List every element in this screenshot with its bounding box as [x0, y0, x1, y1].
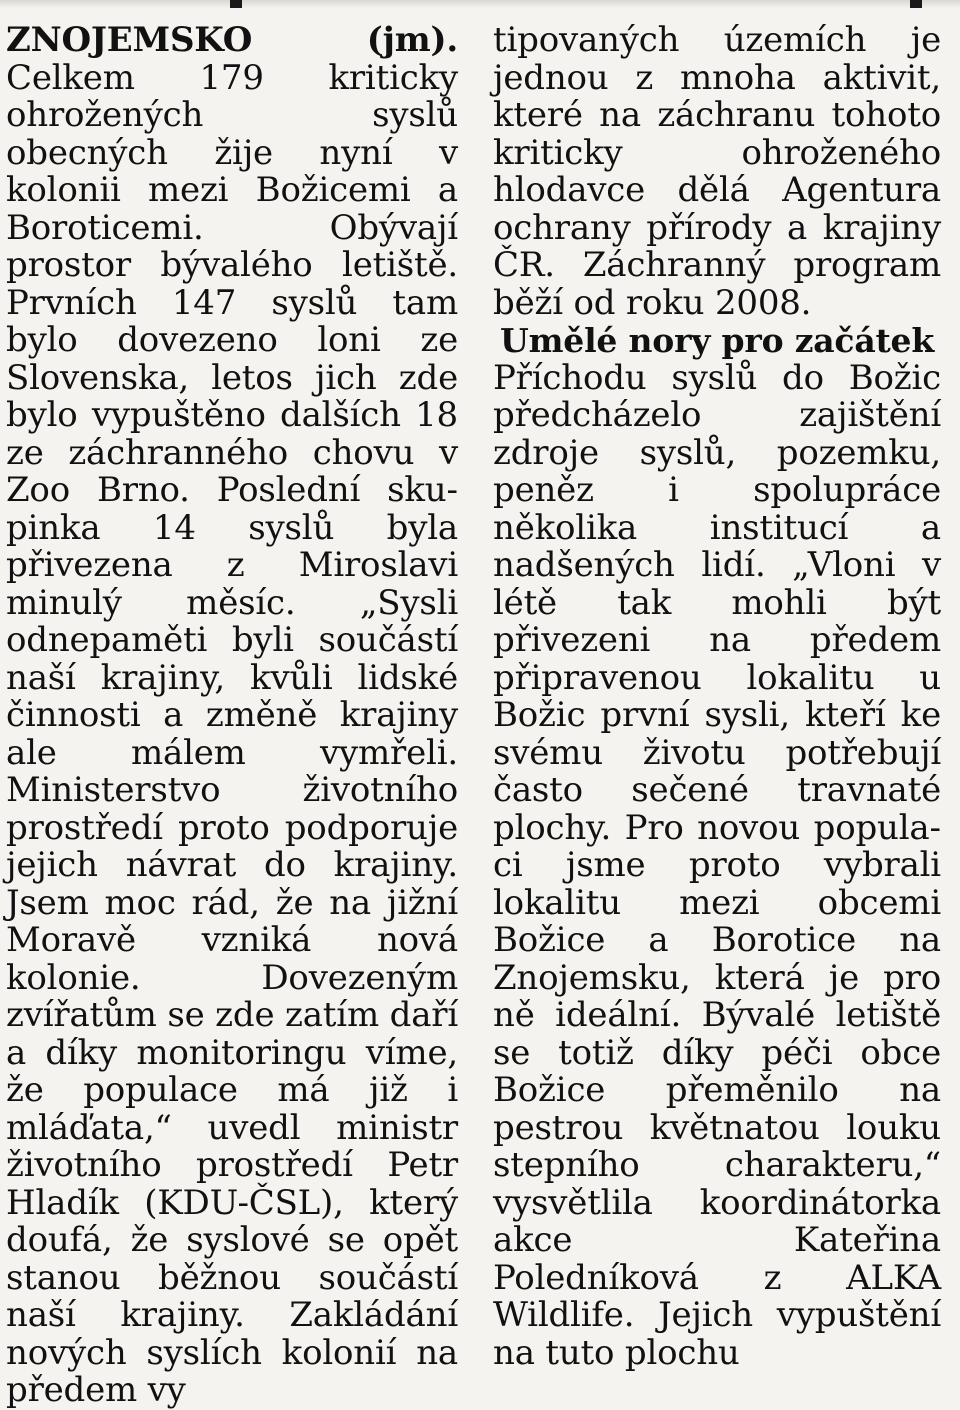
- subheading: Umělé nory pro začátek: [493, 322, 941, 360]
- top-mark-right: [910, 0, 922, 8]
- top-rule: [0, 0, 960, 8]
- right-column-text-2: Příchodu syslů do Božic předcházelo zajištění zdroje syslů, pozemku, peněz i spolupráce několika institucí a nadšených lidí. „Vloni v létě tak mohli být přivezeni na předem připravenou lokalitu u Božic první sysli, kteří ke svému životu potřebují často sečené travnaté plochy. Pro novou populaci jsme proto vybrali lokalitu mezi obcemi Božice a Borotice na Znojemsku, která je pro ně ideální. Bývalé letiště se totiž díky péči obce Božice přeměnilo na pestrou květnatou louku stepního charakteru,“ vysvětlila koordinátorka akce Kateřina Poledníková z ALKA Wildlife. Jejich vypuštění na tuto plochu: [493, 360, 941, 1373]
- top-mark-left: [230, 0, 242, 8]
- left-column-text: Celkem 179 kriticky ohrožených syslů obecných žije nyní v kolonii mezi Božicemi a Boroticemi. Obývají prostor bývalého letiště. Prvních 147 syslů tam bylo dovezeno loni ze Slovenska, letos jich zde bylo vypuštěno dalších 18 ze záchranného chovu v Zoo Brno. Poslední skupinka 14 syslů byla přivezena z Miroslavi minulý měsíc. „Sysli odnepaměti byli součástí naší krajiny, kvůli lidské činnosti a změně krajiny ale málem vymřeli. Ministerstvo životního prostředí proto podporuje jejich návrat do krajiny. Jsem moc rád, že na jižní Moravě vzniká nová kolonie. Dovezeným zvířatům se zde zatím daří a díky monitoringu víme, že populace má již i mláďata,“ uvedl ministr životního prostředí Petr Hladík (KDU-ČSL), který doufá, že syslové se opět stanou běžnou součástí naší krajiny. Zakládání nových syslích kolonií na předem vy: [6, 58, 458, 1410]
- dateline: ZNOJEMSKO (jm).: [6, 20, 458, 60]
- article-column-left: [6, 22, 458, 1410]
- article-column-right: [493, 22, 941, 1372]
- right-column-text-1: tipovaných územích je jednou z mnoha aktivit, které na záchranu tohoto kriticky ohroženého hlodavce dělá Agentura ochrany přírody a krajiny ČR. Záchranný program běží od roku 2008.: [493, 22, 941, 322]
- article-lead-paragraph: [6, 22, 458, 1410]
